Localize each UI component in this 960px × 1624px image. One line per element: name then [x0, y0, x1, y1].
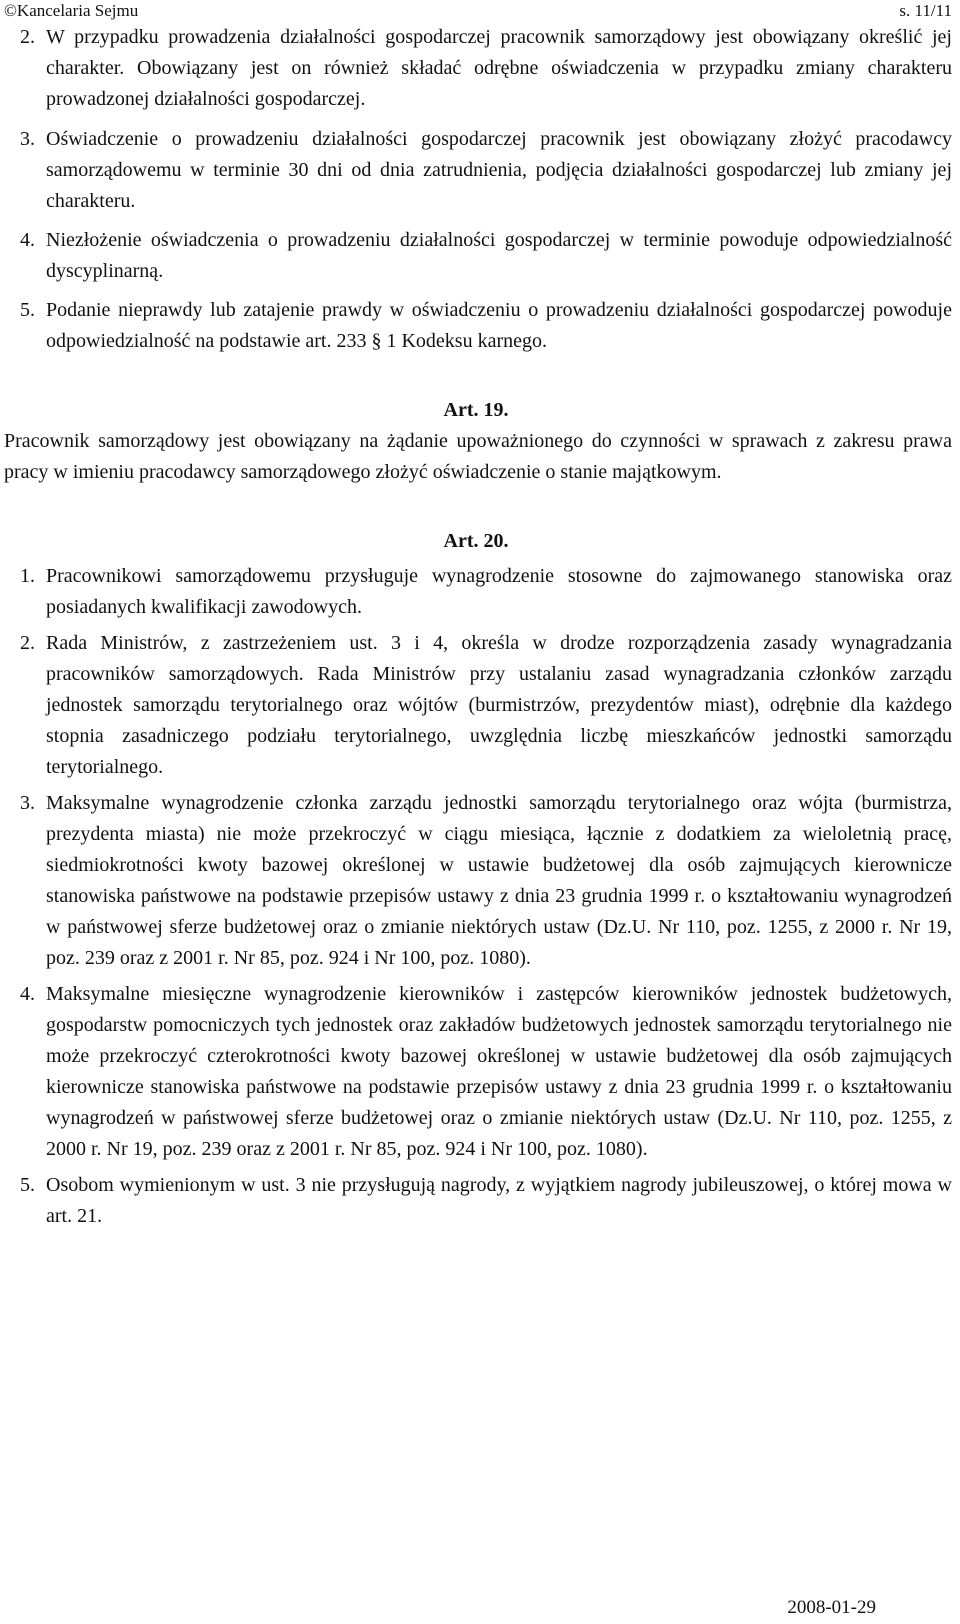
- paragraph-text: Osobom wymienionym w ust. 3 nie przysługują nagrody, z wyjątkiem nagrody jubileuszowej, o której mowa w art. 21.: [46, 1174, 952, 1227]
- document-body: [0, 22, 952, 1232]
- paragraph-number: 3.: [20, 128, 35, 150]
- paragraph: [0, 295, 952, 357]
- paragraph: [0, 124, 952, 217]
- paragraph-text: Pracownikowi samorządowemu przysługuje wynagrodzenie stosowne do zajmowanego stanowiska oraz posiadanych kwalifikacji zawodowych.: [46, 565, 952, 618]
- paragraph-text: W przypadku prowadzenia działalności gospodarczej pracownik samorządowy jest obowiązany określić jej charakter. Obowiązany jest on również składać odrębne oświadczenia w przypadku zmiany charakteru prowadzonej działalności gospodarczej.: [46, 26, 952, 110]
- paragraph: [0, 628, 952, 783]
- article-title: Art. 20.: [443, 530, 509, 552]
- paragraph-number: 4.: [20, 983, 35, 1005]
- paragraph-number: 2.: [20, 26, 35, 48]
- page-header: [0, 0, 952, 24]
- paragraph-number: 2.: [20, 632, 35, 654]
- paragraph-text: Podanie nieprawdy lub zatajenie prawdy w oświadczeniu o prowadzeniu działalności gospodarczej powoduje odpowiedzialność na podstawie art. 233 § 1 Kodeksu karnego.: [46, 299, 952, 352]
- paragraph-number: 3.: [20, 792, 35, 814]
- paragraph-text: Maksymalne wynagrodzenie członka zarządu jednostki samorządu terytorialnego oraz wójta (burmistrza, prezydenta miasta) nie może przekroczyć w ciągu miesiąca, łącznie z dodatkiem za wieloletnią pracę, siedmiokrotności kwoty bazowej określonej w ustawie budżetowej dla osób zajmujących kierownicze stanowiska państwowe na podstawie przepisów ustawy z dnia 23 grudnia 1999 r. o kształtowaniu wynagrodzeń w państwowej sferze budżetowej oraz o zmianie niektórych ustaw (Dz.U. Nr 110, poz. 1255, z 2000 r. Nr 19, poz. 239 oraz z 2001 r. Nr 85, poz. 924 i Nr 100, poz. 1080).: [46, 792, 952, 969]
- paragraph-number: 4.: [20, 229, 35, 251]
- article-text: Pracownik samorządowy jest obowiązany na żądanie upoważnionego do czynności w sprawach z zakresu prawa pracy w imieniu pracodawcy samorządowego złożyć oświadczenie o stanie majątkowym.: [4, 430, 952, 483]
- paragraph-text: Oświadczenie o prowadzeniu działalności gospodarczej pracownik jest obowiązany złożyć pracodawcy samorządowemu w terminie 30 dni od dnia zatrudnienia, podjęcia działalności gospodarczej lub zmiany jej charakteru.: [46, 128, 952, 212]
- article-title: Art. 19.: [443, 399, 509, 421]
- paragraph: [0, 979, 952, 1165]
- paragraph: [0, 22, 952, 115]
- paragraph-text: Niezłożenie oświadczenia o prowadzeniu działalności gospodarczej w terminie powoduje odpowiedzialność dyscyplinarną.: [46, 229, 952, 282]
- paragraph-number: 5.: [20, 299, 35, 321]
- paragraph: [0, 561, 952, 623]
- paragraph-number: 1.: [20, 565, 35, 587]
- paragraph-text: Maksymalne miesięczne wynagrodzenie kierowników i zastępców kierowników jednostek budżetowych, gospodarstw pomocniczych tych jednostek oraz zakładów budżetowych jednostek samorządu terytorialnego nie może przekroczyć czterokrotności kwoty bazowej określonej w ustawie budżetowej dla osób zajmujących kierownicze stanowiska państwowe na podstawie przepisów ustawy z dnia 23 grudnia 1999 r. o kształtowaniu wynagrodzeń w państwowej sferze budżetowej oraz o zmianie niektórych ustaw (Dz.U. Nr 110, poz. 1255, z 2000 r. Nr 19, poz. 239 oraz z 2001 r. Nr 85, poz. 924 i Nr 100, poz. 1080).: [46, 983, 952, 1160]
- paragraph: [0, 788, 952, 974]
- paragraph-text: Rada Ministrów, z zastrzeżeniem ust. 3 i 4, określa w drodze rozporządzenia zasady wynagradzania pracowników samorządowych. Rada Ministrów przy ustalaniu zasad wynagradzania członków zarządu jednostek samorządu terytorialnego oraz wójtów (burmistrzów, prezydentów miast), odrębnie dla każdego stopnia zasadniczego podziału terytorialnego, uwzględnia liczbę mieszkańców jednostki samorządu terytorialnego.: [46, 632, 952, 778]
- document-date: 2008-01-29: [787, 1597, 876, 1618]
- paragraph: [0, 1170, 952, 1232]
- paragraph-number: 5.: [20, 1174, 35, 1196]
- paragraph: [0, 225, 952, 287]
- page-number: s. 11/11: [899, 1, 952, 20]
- publisher-label: ©Kancelaria Sejmu: [4, 1, 139, 20]
